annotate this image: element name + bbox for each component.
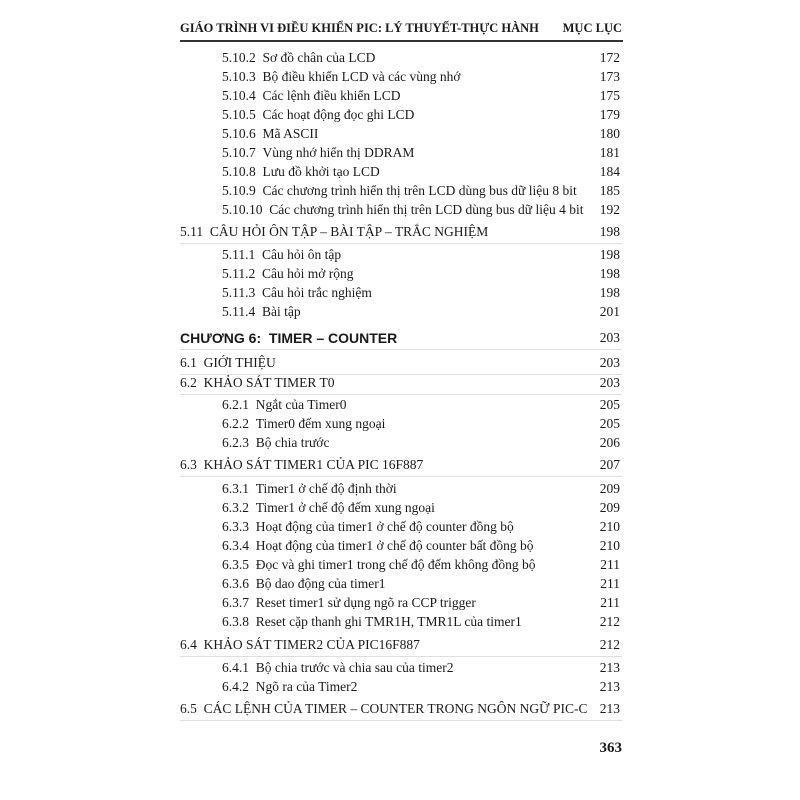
toc-entry-number: 5.10.9 (222, 183, 256, 198)
section-divider (180, 720, 622, 721)
toc-entry (180, 374, 620, 392)
toc-entry-page: 209 (599, 481, 620, 496)
toc-entry-text: CÁC LỆNH CỦA TIMER – COUNTER TRONG NGÔN NGỮ PIC-C (203, 701, 588, 716)
toc-entry (180, 499, 620, 517)
toc-entry (180, 415, 620, 433)
toc-entry (180, 201, 620, 219)
toc-entry-page: 184 (599, 164, 620, 179)
toc-entry (180, 613, 620, 631)
toc-entry (180, 480, 620, 498)
toc-entry (180, 223, 620, 241)
toc-entry-page: 192 (599, 202, 620, 217)
toc-entry-number: 5.10.7 (222, 145, 256, 160)
toc-entry-number: 6.4.1 (222, 660, 249, 675)
toc-entry-title (180, 700, 588, 718)
toc-entry (180, 556, 620, 574)
toc-entry-page: 179 (599, 107, 620, 122)
toc-entry-page: 209 (599, 500, 620, 515)
toc-entry-page: 212 (599, 637, 620, 652)
toc-entry (180, 265, 620, 283)
toc-entry-number: 6.3 (180, 457, 197, 472)
toc-entry-number: 5.10.10 (222, 202, 263, 217)
toc-entry (180, 594, 620, 612)
section-divider (180, 394, 622, 395)
toc-entry-number: 6.3.5 (222, 557, 249, 572)
toc-entry-text: Lưu đồ khởi tạo LCD (262, 164, 380, 179)
toc-entry-text: Sơ đồ chân của LCD (262, 50, 376, 65)
toc-entry-text: Hoạt động của timer1 ở chế độ counter đồng bộ (255, 519, 514, 534)
toc-entry-number: 6.2.1 (222, 397, 249, 412)
toc-entry (180, 68, 620, 86)
toc-entry-text: Bộ chia trước (255, 435, 330, 450)
toc-entry-text: Ngắt của Timer0 (255, 397, 347, 412)
toc-entry-page: 211 (600, 595, 620, 610)
toc-entry-number: 6.3.2 (222, 500, 249, 515)
toc-entry-text: Mã ASCII (262, 126, 319, 141)
toc-entry-number: 5.11.1 (222, 247, 256, 262)
toc-entry-title (222, 68, 460, 86)
toc-entry (180, 329, 620, 347)
toc-entry-text: Timer0 đếm xung ngoại (255, 416, 386, 431)
toc-entry-title (222, 659, 454, 677)
toc-entry (180, 575, 620, 593)
toc-entry-number: 6.4.2 (222, 679, 249, 694)
toc-entry (180, 518, 620, 536)
toc-entry-title (222, 144, 414, 162)
toc-entry-page: 206 (599, 435, 620, 450)
toc-entry-page: 203 (599, 330, 620, 345)
toc-entry (180, 182, 620, 200)
toc-entry-page: 198 (599, 247, 620, 262)
toc-entry-page: 210 (599, 519, 620, 534)
toc-entry-number: 5.11.3 (222, 285, 256, 300)
toc-entry-number: 5.10.8 (222, 164, 256, 179)
toc-entry-number: 5.10.2 (222, 50, 256, 65)
toc-entry-title (222, 201, 583, 219)
toc-entry-title (222, 163, 380, 181)
section-divider (180, 243, 622, 244)
toc-entry-page: 211 (600, 557, 620, 572)
toc-entry-page: 213 (599, 660, 620, 675)
toc-entry-title (222, 556, 535, 574)
toc-entry-title (222, 613, 522, 631)
book-title: GIÁO TRÌNH VI ĐIỀU KHIỂN PIC: LÝ THUYẾT-THỰC HÀNH (180, 21, 539, 35)
toc-entry-number: 6.5 (180, 701, 197, 716)
toc-entry-title (222, 678, 357, 696)
toc-entry-text: Timer1 ở chế độ định thời (255, 481, 397, 496)
toc-entry-text: Timer1 ở chế độ đếm xung ngoại (255, 500, 435, 515)
toc-entry-title (222, 415, 385, 433)
toc-entry-text: Các lệnh điều khiển LCD (262, 88, 401, 103)
toc-entry-number: 5.11.2 (222, 266, 256, 281)
toc-entry-title (222, 49, 375, 67)
toc-entry-page: 172 (599, 50, 620, 65)
toc-entry (180, 87, 620, 105)
toc-entry-page: 198 (599, 285, 620, 300)
toc-entry-page: 211 (600, 576, 620, 591)
toc-entry-title (222, 518, 514, 536)
toc-entry-title (222, 182, 577, 200)
toc-entry (180, 144, 620, 162)
toc-entry-page: 203 (599, 375, 620, 390)
toc-entry-number: 5.10.6 (222, 126, 256, 141)
toc-entry-page: 175 (599, 88, 620, 103)
toc-entry-page: 213 (599, 679, 620, 694)
toc-entry-title (180, 374, 335, 392)
toc-entry (180, 659, 620, 677)
toc-entry-title (180, 223, 488, 241)
toc-entry-page: 185 (599, 183, 620, 198)
toc-entry (180, 163, 620, 181)
toc-entry-title (222, 499, 435, 517)
toc-entry-number: 6.3.7 (222, 595, 249, 610)
toc-entry-page: 201 (599, 304, 620, 319)
toc-entry-page: 173 (599, 69, 620, 84)
toc-entry-text: CÂU HỎI ÔN TẬP – BÀI TẬP – TRẮC NGHIỆM (209, 224, 489, 239)
toc-entry (180, 700, 620, 718)
toc-entry-number: 5.11 (180, 224, 204, 239)
header-rule (180, 40, 623, 42)
toc-entry-page: 198 (599, 224, 620, 239)
toc-entry (180, 434, 620, 452)
toc-entry-title (222, 396, 347, 414)
toc-entry-text: Bài tập (262, 304, 301, 319)
toc-entry-title (180, 456, 423, 474)
page-number: 363 (599, 740, 622, 756)
toc-entry-text: GIỚI THIỆU (203, 355, 276, 370)
toc-entry-number: 6.3.4 (222, 538, 249, 553)
toc-entry-page: 212 (599, 614, 620, 629)
toc-entry-text: Hoạt động của timer1 ở chế độ counter bất đồng bộ (255, 538, 534, 553)
toc-entry (180, 636, 620, 654)
section-divider (180, 656, 622, 657)
toc-entry-number: 6.3.3 (222, 519, 249, 534)
toc-entry-page: 210 (599, 538, 620, 553)
toc-entry-number: 6.2.3 (222, 435, 249, 450)
toc-entry-text: Ngõ ra của Timer2 (255, 679, 358, 694)
running-header (180, 21, 622, 36)
toc-entry-text: Bộ dao động của timer1 (255, 576, 386, 591)
toc-entry-text: KHẢO SÁT TIMER1 CỦA PIC 16F887 (203, 457, 424, 472)
toc-entry-title (180, 329, 397, 347)
toc-entry (180, 537, 620, 555)
toc-entry (180, 456, 620, 474)
toc-entry-text: Các chương trình hiển thị trên LCD dùng bus dữ liệu 8 bit (262, 183, 577, 198)
toc-entry (180, 106, 620, 124)
toc-entry-text: Bộ điều khiển LCD và các vùng nhớ (262, 69, 461, 84)
toc-entry-text: Câu hỏi trắc nghiệm (262, 285, 372, 300)
toc-entry-page: 198 (599, 266, 620, 281)
toc-entry-page: 205 (599, 397, 620, 412)
toc-entry-title (222, 434, 329, 452)
toc-entry-page: 181 (599, 145, 620, 160)
section-title: MỤC LỤC (562, 21, 622, 35)
toc-entry-text: Bộ chia trước và chia sau của timer2 (255, 660, 454, 675)
toc-entry-number: 6.4 (180, 637, 197, 652)
toc-entry-number: 6.2 (180, 375, 197, 390)
toc-entry (180, 125, 620, 143)
section-divider (180, 349, 622, 350)
toc-entry (180, 354, 620, 372)
toc-entry-number: 5.10.5 (222, 107, 256, 122)
toc-entry-title (180, 636, 420, 654)
toc-entry-title (222, 265, 354, 283)
toc-entry-number: 6.3.1 (222, 481, 249, 496)
toc-entry-number: 5.11.4 (222, 304, 256, 319)
toc-entry-text: Câu hỏi mở rộng (262, 266, 354, 281)
toc-entry-text: KHẢO SÁT TIMER2 CỦA PIC16F887 (203, 637, 420, 652)
toc-entry-page: 207 (599, 457, 620, 472)
toc-entry (180, 49, 620, 67)
toc-entry-number: 6.1 (180, 355, 197, 370)
toc-entry-title (222, 480, 397, 498)
toc-entry-number: 6.2.2 (222, 416, 249, 431)
toc-entry-title (222, 106, 414, 124)
toc-entry-number: 6.3.6 (222, 576, 249, 591)
toc-entry-text: Vùng nhớ hiển thị DDRAM (262, 145, 415, 160)
toc-entry-title (222, 246, 341, 264)
toc-entry-title (222, 87, 400, 105)
toc-entry (180, 284, 620, 302)
toc-entry-text: KHẢO SÁT TIMER T0 (203, 375, 335, 390)
toc-entry-text: Các hoạt động đọc ghi LCD (262, 107, 415, 122)
toc-entry-text: Đọc và ghi timer1 trong chế độ đếm không đồng bộ (255, 557, 536, 572)
toc-entry-page: 205 (599, 416, 620, 431)
toc-entry-title (222, 303, 301, 321)
toc-entry-title (222, 575, 385, 593)
toc-entry-number: 5.10.3 (222, 69, 256, 84)
toc-entry-title (222, 125, 318, 143)
toc-entry-page: 213 (599, 701, 620, 716)
toc-entry-text: Reset cặp thanh ghi TMR1H, TMR1L của timer1 (255, 614, 522, 629)
toc-entry (180, 246, 620, 264)
toc-entry-title (180, 354, 276, 372)
toc-entry (180, 396, 620, 414)
toc-entry-number: 6.3.8 (222, 614, 249, 629)
toc-entry-text: Câu hỏi ôn tập (262, 247, 342, 262)
toc-entry-text: Reset timer1 sử dụng ngõ ra CCP trigger (255, 595, 476, 610)
toc-entry-number: 5.10.4 (222, 88, 256, 103)
toc-entry-title (222, 284, 372, 302)
toc-entry (180, 678, 620, 696)
toc-entry-title (222, 537, 534, 555)
toc-entry-page: 180 (599, 126, 620, 141)
toc-entry-title (222, 594, 476, 612)
toc-entry-number: CHƯƠNG 6: (180, 330, 262, 346)
section-divider (180, 476, 622, 477)
toc-entry-text: Các chương trình hiển thị trên LCD dùng bus dữ liệu 4 bit (269, 202, 584, 217)
toc-entry (180, 303, 620, 321)
toc-entry-page: 203 (599, 355, 620, 370)
toc-entry-text: TIMER – COUNTER (268, 330, 398, 346)
